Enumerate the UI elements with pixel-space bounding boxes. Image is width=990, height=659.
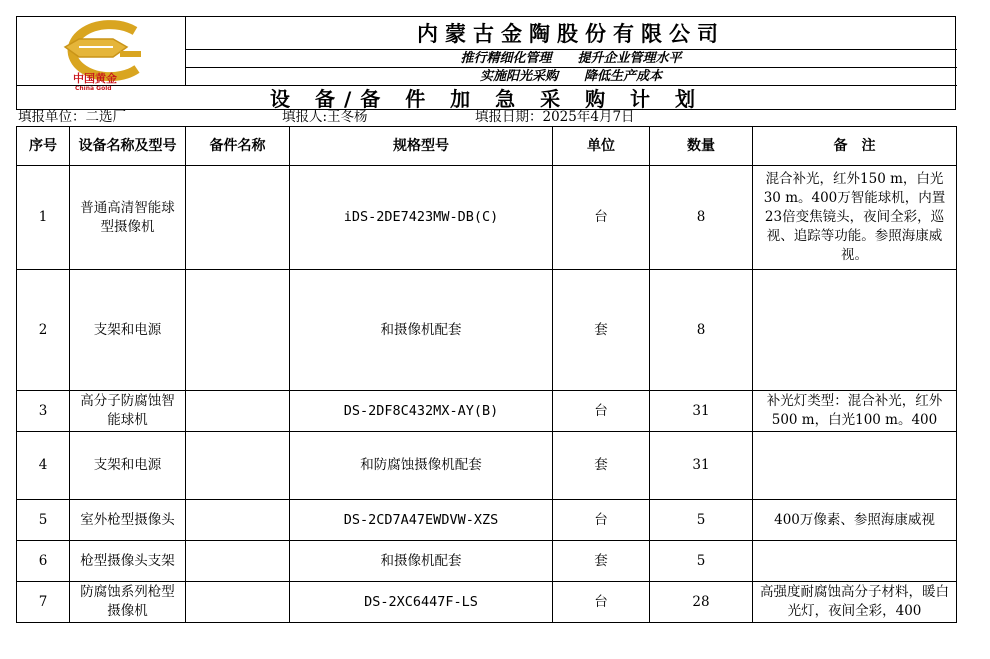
col-name: 设备名称及型号 bbox=[70, 127, 186, 166]
cell-qty: 8 bbox=[650, 270, 753, 391]
cell-remark bbox=[753, 582, 957, 623]
cell-seq: 2 bbox=[17, 270, 70, 391]
table-row bbox=[17, 432, 957, 500]
cell-unit: 套 bbox=[553, 270, 650, 391]
cell-qty: 8 bbox=[650, 166, 753, 270]
cell-name: 支架和电源 bbox=[70, 432, 186, 500]
cell-name: 高分子防腐蚀智能球机 bbox=[70, 391, 186, 432]
cell-qty: 31 bbox=[650, 432, 753, 500]
cell-remark bbox=[753, 432, 957, 500]
cell-seq: 3 bbox=[17, 391, 70, 432]
filler-name: 填报人:王冬杨 bbox=[282, 109, 368, 125]
cell-name: 室外枪型摄像头 bbox=[70, 500, 186, 541]
col-unit: 单位 bbox=[553, 127, 650, 166]
cell-name: 防腐蚀系列枪型摄像机 bbox=[70, 582, 186, 623]
cell-remark bbox=[753, 166, 957, 270]
form-header bbox=[16, 16, 956, 110]
table-row bbox=[17, 166, 957, 270]
table-row bbox=[17, 500, 957, 541]
cell-qty: 31 bbox=[650, 391, 753, 432]
table-row bbox=[17, 541, 957, 582]
cell-seq: 4 bbox=[17, 432, 70, 500]
cell-unit: 套 bbox=[553, 541, 650, 582]
cell-unit: 台 bbox=[553, 391, 650, 432]
col-part: 备件名称 bbox=[186, 127, 290, 166]
cell-remark bbox=[753, 391, 957, 432]
logo-text-en: China Gold bbox=[75, 85, 112, 92]
cell-part bbox=[186, 500, 290, 541]
cell-part bbox=[186, 391, 290, 432]
remark-text: 补光灯类型：混合补光，红外500 m，白光100 m。400 bbox=[766, 393, 943, 428]
cell-part bbox=[186, 166, 290, 270]
cell-seq: 5 bbox=[17, 500, 70, 541]
cell-spec: DS-2XC6447F-LS bbox=[290, 582, 553, 623]
cell-remark bbox=[753, 270, 957, 391]
cell-remark: 400万像素、参照海康威视 bbox=[753, 500, 957, 541]
cell-part bbox=[186, 582, 290, 623]
cell-part bbox=[186, 432, 290, 500]
cell-spec: 和摄像机配套 bbox=[290, 270, 553, 391]
cell-seq: 6 bbox=[17, 541, 70, 582]
company-name: 内蒙古金陶股份有限公司 bbox=[185, 17, 957, 50]
cell-qty: 28 bbox=[650, 582, 753, 623]
cell-spec: DS-2CD7A47EWDVW-XZS bbox=[290, 500, 553, 541]
slogan-line-2: 实施阳光采购 降低生产成本 bbox=[479, 69, 662, 84]
slogan-line-1: 推行精细化管理 提升企业管理水平 bbox=[185, 50, 957, 68]
cell-spec: 和防腐蚀摄像机配套 bbox=[290, 432, 553, 500]
cell-qty: 5 bbox=[650, 500, 753, 541]
remark-text: 混合补光，红外150 m，白光30 m。400万智能球机，内置23倍变焦镜头，夜间全彩，巡视、追踪等功能。参照海康威视。 bbox=[763, 171, 946, 263]
logo-text-cn: 中国黄金 bbox=[73, 72, 117, 85]
cell-part bbox=[186, 270, 290, 391]
form-info-row bbox=[16, 109, 956, 126]
cell-unit: 台 bbox=[553, 500, 650, 541]
report-date: 填报日期：2025年4月7日 bbox=[475, 109, 635, 125]
col-seq: 序号 bbox=[17, 127, 70, 166]
table-header-row bbox=[17, 127, 957, 166]
reporting-unit: 填报单位：二选厂 bbox=[18, 109, 126, 125]
cell-remark bbox=[753, 541, 957, 582]
cell-unit: 套 bbox=[553, 432, 650, 500]
cell-name: 支架和电源 bbox=[70, 270, 186, 391]
cell-spec: 和摄像机配套 bbox=[290, 541, 553, 582]
form-title: 设 备/备 件 加 急 采 购 计 划 bbox=[17, 85, 957, 111]
cell-part bbox=[186, 541, 290, 582]
cell-spec: DS-2DF8C432MX-AY(B) bbox=[290, 391, 553, 432]
cell-seq: 7 bbox=[17, 582, 70, 623]
table-row bbox=[17, 582, 957, 623]
table-row bbox=[17, 391, 957, 432]
cell-unit: 台 bbox=[553, 582, 650, 623]
procurement-table bbox=[16, 126, 957, 623]
cell-qty: 5 bbox=[650, 541, 753, 582]
col-spec: 规格型号 bbox=[290, 127, 553, 166]
cell-unit: 台 bbox=[553, 166, 650, 270]
cell-name: 普通高清智能球型摄像机 bbox=[70, 166, 186, 270]
cell-spec: iDS-2DE7423MW-DB(C) bbox=[290, 166, 553, 270]
col-remark: 备 注 bbox=[753, 127, 957, 166]
table-row bbox=[17, 270, 957, 391]
remark-text: 高强度耐腐蚀高分子材料，暖白光灯，夜间全彩，400 bbox=[760, 584, 949, 619]
china-gold-logo bbox=[17, 17, 186, 92]
cell-seq: 1 bbox=[17, 166, 70, 270]
cell-name: 枪型摄像头支架 bbox=[70, 541, 186, 582]
col-qty: 数量 bbox=[650, 127, 753, 166]
